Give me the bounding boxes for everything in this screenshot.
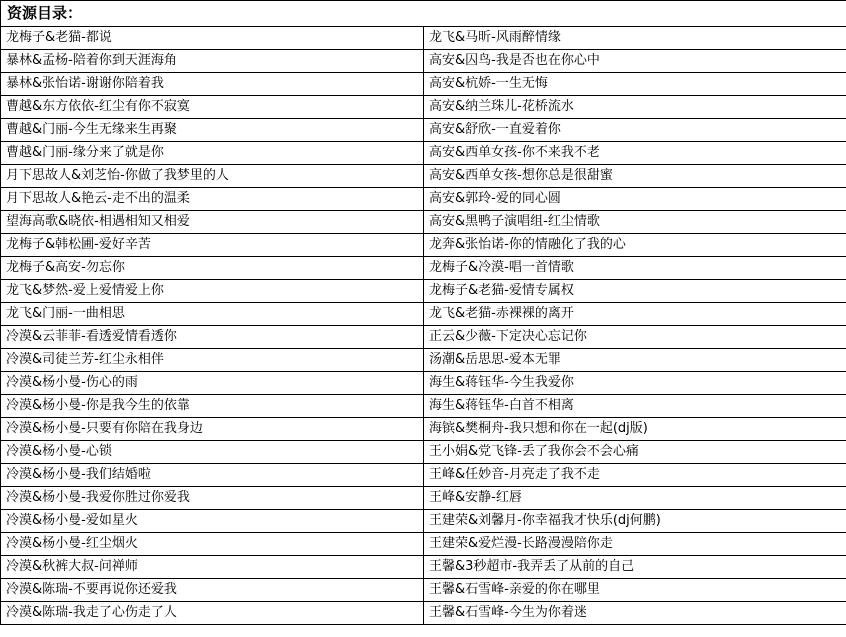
catalog-entry: 高安&黑鸭子演唱组-红尘情歌 [424, 211, 846, 234]
catalog-entry: 高安&西单女孩-你不来我不老 [424, 142, 846, 165]
catalog-entry: 冷漠&杨小曼-你是我今生的依靠 [1, 395, 424, 418]
catalog-entry: 王峰&任妙音-月亮走了我不走 [424, 464, 846, 487]
table-header [1, 1, 846, 27]
catalog-entry: 冷漠&秋裤大叔-问禅师 [1, 556, 424, 579]
catalog-entry: 海生&蒋钰华-白首不相离 [424, 395, 846, 418]
catalog-entry: 王小娟&党飞锋-丢了我你会不会心痛 [424, 441, 846, 464]
catalog-entry: 龙梅子&老猫-都说 [1, 27, 424, 50]
catalog-entry: 王建荣&爱烂漫-长路漫漫陪你走 [424, 533, 846, 556]
catalog-entry: 冷漠&陈瑞-不要再说你还爱我 [1, 579, 424, 602]
catalog-entry: 王馨&石雪峰-今生为你着迷 [424, 602, 846, 625]
table-row [1, 349, 846, 372]
catalog-entry: 冷漠&杨小曼-爱如星火 [1, 510, 424, 533]
table-row [1, 326, 846, 349]
table-row [1, 119, 846, 142]
catalog-entry: 汤潮&岳思思-爱本无罪 [424, 349, 846, 372]
catalog-entry: 正云&少薇-下定决心忘记你 [424, 326, 846, 349]
catalog-entry: 海镔&樊桐舟-我只想和你在一起(dj版) [424, 418, 846, 441]
catalog-entry: 王馨&3秒超市-我弄丢了从前的自己 [424, 556, 846, 579]
catalog-entry: 冷漠&杨小曼-心锁 [1, 441, 424, 464]
catalog-entry: 高安&纳兰珠儿-花桥流水 [424, 96, 846, 119]
table-row [1, 372, 846, 395]
catalog-entry: 冷漠&陈瑞-我走了心伤走了人 [1, 602, 424, 625]
catalog-entry: 高安&杭娇-一生无悔 [424, 73, 846, 96]
table-row [1, 257, 846, 280]
catalog-entry: 高安&西单女孩-想你总是很甜蜜 [424, 165, 846, 188]
table-row [1, 96, 846, 119]
catalog-entry: 冷漠&杨小曼-红尘烟火 [1, 533, 424, 556]
catalog-entry: 冷漠&杨小曼-伤心的雨 [1, 372, 424, 395]
table-row [1, 211, 846, 234]
catalog-entry: 月下思故人&艳云-走不出的温柔 [1, 188, 424, 211]
catalog-entry: 王峰&安静-红唇 [424, 487, 846, 510]
catalog-entry: 王建荣&刘馨月-你幸福我才快乐(dj何鹏) [424, 510, 846, 533]
catalog-entry: 冷漠&云菲菲-看透爱情看透你 [1, 326, 424, 349]
catalog-entry: 龙奔&张怡诺-你的情融化了我的心 [424, 234, 846, 257]
catalog-entry: 曹越&东方依依-红尘有你不寂寞 [1, 96, 424, 119]
catalog-entry: 龙梅子&冷漠-唱一首情歌 [424, 257, 846, 280]
table-row [1, 487, 846, 510]
table-row [1, 142, 846, 165]
catalog-entry: 曹越&门丽-今生无缘来生再聚 [1, 119, 424, 142]
table-row [1, 50, 846, 73]
catalog-entry: 高安&舒欣-一直爱着你 [424, 119, 846, 142]
table-row [1, 280, 846, 303]
table-title-row [1, 1, 846, 27]
table-row [1, 188, 846, 211]
catalog-entry: 龙飞&门丽-一曲相思 [1, 303, 424, 326]
table-row [1, 441, 846, 464]
table-row [1, 303, 846, 326]
table-row [1, 556, 846, 579]
catalog-entry: 龙梅子&韩松圃-爱好辛苦 [1, 234, 424, 257]
catalog-entry: 龙梅子&老猫-爱情专属权 [424, 280, 846, 303]
table-row [1, 418, 846, 441]
table-row [1, 234, 846, 257]
catalog-entry: 月下思故人&刘芝怡-你做了我梦里的人 [1, 165, 424, 188]
table-row [1, 510, 846, 533]
catalog-entry: 龙飞&马昕-风雨醉情缘 [424, 27, 846, 50]
table-row [1, 533, 846, 556]
table-body [1, 27, 846, 625]
table-row [1, 602, 846, 625]
page-title: 资源目录： [1, 1, 846, 27]
table-row [1, 73, 846, 96]
catalog-entry: 冷漠&杨小曼-我们结婚啦 [1, 464, 424, 487]
catalog-entry: 海生&蒋钰华-今生我爱你 [424, 372, 846, 395]
catalog-entry: 龙飞&梦然-爱上爱情爱上你 [1, 280, 424, 303]
table-row [1, 464, 846, 487]
catalog-entry: 暴林&孟杨-陪着你到天涯海角 [1, 50, 424, 73]
table-row [1, 395, 846, 418]
catalog-entry: 龙梅子&高安-勿忘你 [1, 257, 424, 280]
table-row [1, 27, 846, 50]
catalog-entry: 暴林&张怡诺-谢谢你陪着我 [1, 73, 424, 96]
catalog-entry: 曹越&门丽-缘分来了就是你 [1, 142, 424, 165]
catalog-entry: 冷漠&杨小曼-只要有你陪在我身边 [1, 418, 424, 441]
catalog-entry: 望海高歌&晓依-相遇相知又相爱 [1, 211, 424, 234]
catalog-entry: 高安&郭玲-爱的同心圆 [424, 188, 846, 211]
catalog-entry: 王馨&石雪峰-亲爱的你在哪里 [424, 579, 846, 602]
catalog-entry: 龙飞&老猫-赤裸裸的离开 [424, 303, 846, 326]
catalog-entry: 冷漠&杨小曼-我爱你胜过你爱我 [1, 487, 424, 510]
table-row [1, 579, 846, 602]
catalog-entry: 冷漠&司徒兰芳-红尘永相伴 [1, 349, 424, 372]
catalog-entry: 高安&囚鸟-我是否也在你心中 [424, 50, 846, 73]
table-row [1, 165, 846, 188]
